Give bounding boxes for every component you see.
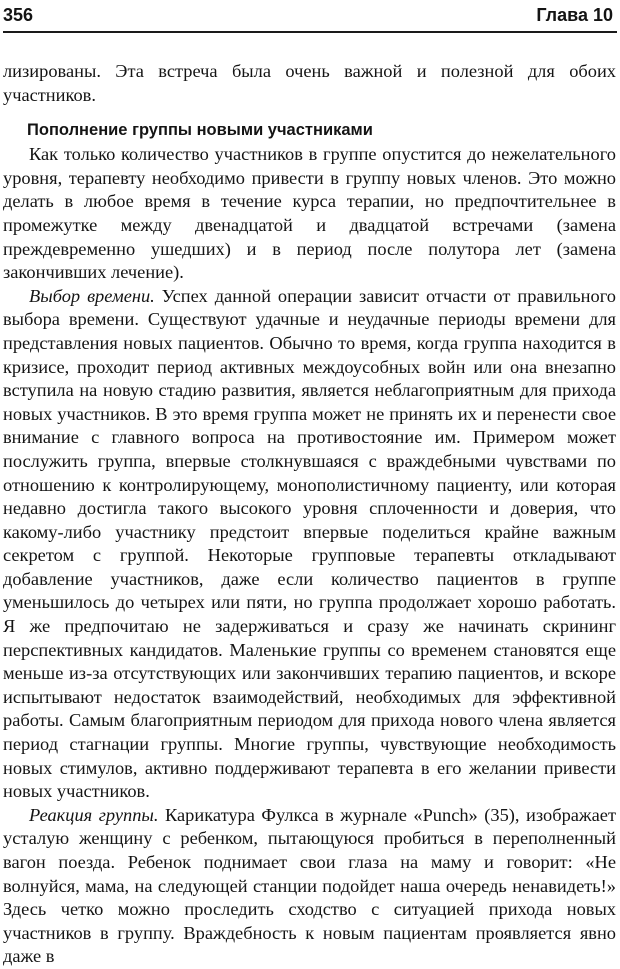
run-in-heading-timing: Выбор времени. [29,285,155,306]
section-heading: Пополнение группы новыми участниками [27,121,373,140]
paragraph-reaction-text: Карикатура Фулкса в журнале «Punch» (35), изображает усталую женщину с ребенком, пытающуюся пробиться в переполненный вагон поезда. Ребенок поднимает свои глаза на маму и говорит: «Не волнуйся, мама, на следующей станции подойдет наша очередь ненавидеть!» Здесь четко можно проследить сходство с ситуацией прихода новых участников в группу. Враждебность к новым пациентам проявляется явно даже в [3,804,616,967]
run-in-heading-reaction: Реакция группы. [29,804,159,825]
paragraph-timing-text: Успех данной операции зависит отчасти от правильного выбора времени. Существуют удачные и неудачные периоды времени для представления новых пациентов. Обычно то время, когда группа находится в кризисе, проходит период активных междоусобных войн или она внезапно вступила на новую стадию развития, является неблагоприятным для прихода новых участников. В это время группа может не принять их и перенести свое внимание с главного вопроса на противостояние им. Примером может послужить группа, впервые столкнувшаяся с враждебными чувствами по отношению к контролирующему, монополистичному пациенту, или которая недавно достигла такого высокого уровня сплоченности и доверия, что какому-либо участнику предстоит впервые поделиться крайне важным секретом с группой. Некоторые групповые терапевты откладывают добавление участников, даже если количество пациентов в группе уменьшилось до четырех или пяти, но группа продолжает хорошо работать. Я же предпочитаю не задерживаться и сразу же начинать скрининг перспективных кандидатов. Маленькие группы со временем становятся еще меньше из-за отсутствующих или закончивших терапию пациентов, и вскоре испытывают недостаток взаимодействий, необходимых для эффективной работы. Самым благоприятным периодом для прихода нового члена является период стагнации группы. Многие группы, чувствующие необходимость новых стимулов, активно поддерживают терапевта в его желании привести новых участников. [3,285,616,802]
paragraph-reaction [3,804,616,969]
continuation-paragraph: лизированы. Эта встреча была очень важной и полезной для обоих участников. [3,61,616,105]
paragraph-timing [3,285,616,804]
header-rule [3,31,617,33]
chapter-label: Глава 10 [536,5,613,25]
running-header [3,4,615,34]
paragraph-intro: Как только количество участников в группе опустится до нежелательного уровня, терапевту необходимо привести в группу новых членов. Это можно делать в любое время в течение курса терапии, но предпочтительнее в промежутке между двенадцатой и двадцатой встречами (замена преждевременно ушедших) и в период после полутора лет (замена закончивших лечение). [3,144,616,283]
body-text [3,60,616,969]
page-number: 356 [3,5,34,25]
